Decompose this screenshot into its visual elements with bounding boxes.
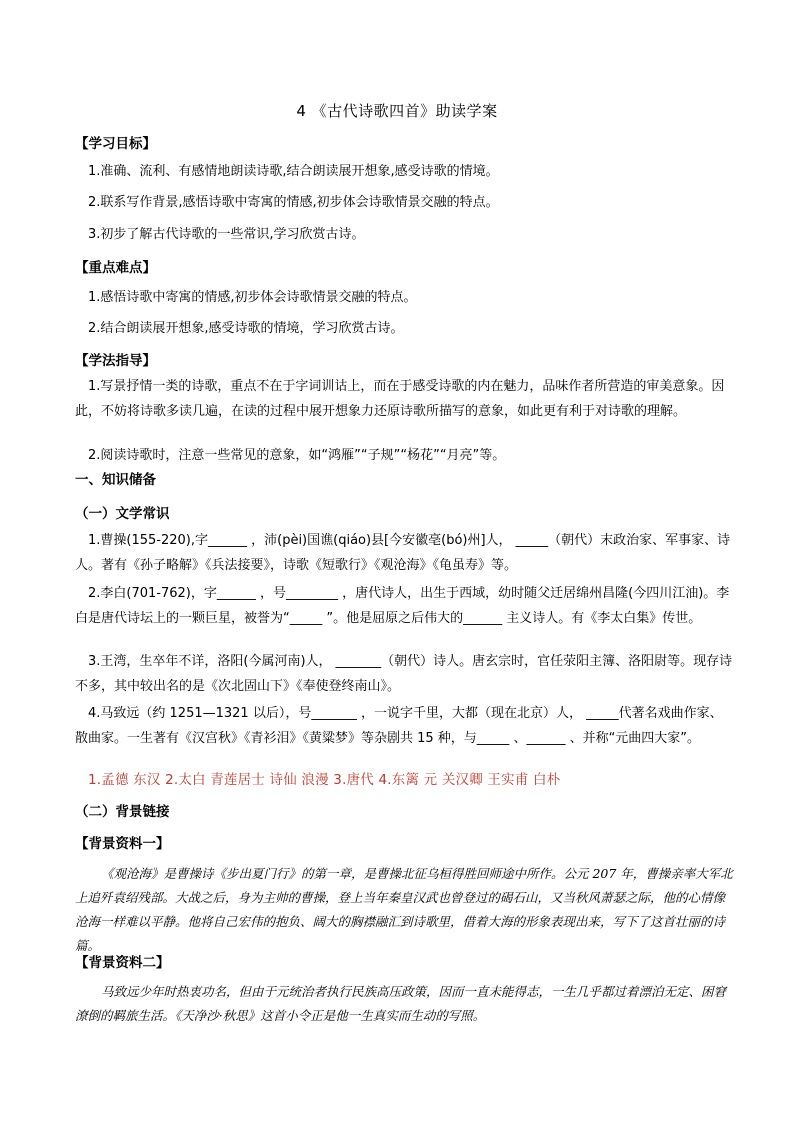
background-1-heading: 【背景资料一】	[75, 836, 170, 852]
background-heading: （二）背景链接	[75, 804, 170, 820]
background-2-heading: 【背景资料二】	[75, 955, 170, 971]
method-item: 1.写景抒情一类的诗歌，重点不在于字词训诂上，而在于感受诗歌的内在魅力，品味作者所营造的审美意象。因此，不妨将诗歌多读几遍，在读的过程中展开想象力还原诗歌所描写的意象，如此更有利于对诗歌的理解。	[75, 379, 725, 419]
goal-item: 2.联系写作背景,感悟诗歌中寄寓的情感,初步体会诗歌情景交融的特点。	[88, 195, 499, 210]
lit-item: 1.曹操(155-220),字______ ，沛(pèi)国谯(qiáo)县[今安徽亳(bó)州]人， _____（朝代）末政治家、军事家、诗人。著有《孙子略解》《兵法接要》，诗歌《短歌行》《观沧海》《龟虽寿》等。	[75, 533, 731, 573]
method-item: 2.阅读诗歌时，注意一些常见的意象，如“鸿雁”“子规”“杨花”“月亮”等。	[88, 448, 506, 463]
goal-item: 1.准确、流利、有感情地朗读诗歌,结合朗读展开想象,感受诗歌的情境。	[88, 164, 499, 179]
lit-item: 3.王湾，生卒年不详，洛阳(今属河南)人， _______（朝代）诗人。唐玄宗时，官任荥阳主簿、洛阳尉等。现存诗不多，其中较出名的是《次北固山下》《奉使登终南山》。	[75, 654, 733, 694]
goals-heading: 【学习目标】	[75, 136, 156, 152]
lit-heading: （一）文学常识	[75, 506, 170, 522]
page-title: 4 《古代诗歌四首》助读学案	[296, 102, 498, 120]
goal-item: 3.初步了解古代诗歌的一些常识,学习欣赏古诗。	[88, 227, 365, 242]
answers-line: 1.孟德 东汉 2.太白 青莲居士 诗仙 浪漫 3.唐代 4.东篱 元 关汉卿 王实甫 白朴	[88, 772, 561, 788]
background-1-text: 《观沧海》是曹操诗《步出夏门行》的第一章，是曹操北征乌桓得胜回师途中所作。公元 207 年，曹操亲率大军北上追歼袁绍残部。大战之后，身为主帅的曹操，登上当年秦皇汉武也曾登过的碣石山，又当秋风萧瑟之际，他的心情像沧海一样难以平静。他将自己宏伟的抱负、阔大的胸襟融汇到诗歌里，借着大海的形象表现出来，写下了这首壮丽的诗篇。	[75, 866, 733, 953]
lit-item: 4.马致远（约 1251—1321 以后），号_______ ，一说字千里，大都（现在北京）人， _____代著名戏曲作家、散曲家。一生著有《汉宫秋》《青衫泪》《黄粱梦》等杂剧共 15 种，与_____ 、______ 、并称“元曲四大家”。	[75, 706, 723, 746]
key-item: 2.结合朗读展开想象,感受诗歌的情境，学习欣赏古诗。	[88, 321, 404, 336]
key-heading: 【重点难点】	[75, 260, 156, 276]
knowledge-heading: 一、知识储备	[75, 472, 156, 488]
key-item: 1.感悟诗歌中寄寓的情感,初步体会诗歌情景交融的特点。	[88, 290, 417, 305]
background-2-text: 马致远少年时热衷功名，但由于元统治者执行民族高压政策，因而一直未能得志，一生几乎都过着漂泊无定、困窘潦倒的羁旅生活。《天净沙·秋思》这首小令正是他一生真实而生动的写照。	[75, 984, 727, 1023]
lit-item: 2.李白(701-762)，字______ ，号________ ，唐代诗人，出生于西域，幼时随父迁居绵州昌隆(今四川江油)。李白是唐代诗坛上的一颗巨星，被誉为“_____ ”。他是屈原之后伟大的______ 主义诗人。有《李太白集》传世。	[75, 586, 730, 626]
method-heading: 【学法指导】	[75, 353, 156, 369]
